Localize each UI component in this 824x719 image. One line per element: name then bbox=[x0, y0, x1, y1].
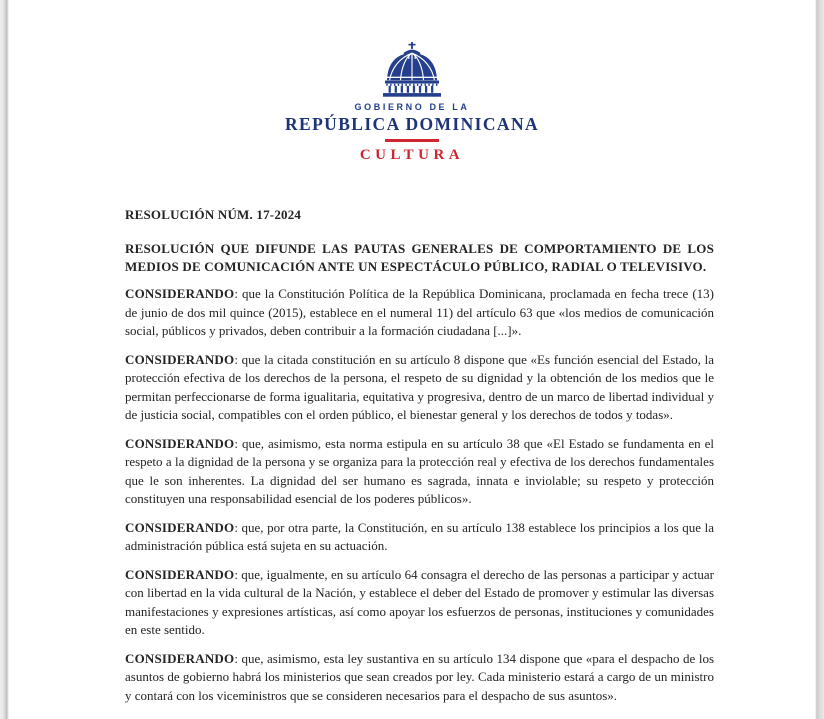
paragraph-lead: CONSIDERANDO bbox=[125, 566, 235, 582]
resolution-number: RESOLUCIÓN NÚM. 17-2024 bbox=[125, 207, 302, 222]
considerando-paragraph bbox=[125, 650, 714, 706]
paragraph-text: : que, por otra parte, la Constitución, en su artículo 138 establece los principios a los que la administración pública está sujeta en su actuación. bbox=[125, 519, 714, 553]
considerando-paragraph bbox=[125, 285, 714, 341]
considerando-paragraph bbox=[125, 566, 714, 640]
paragraph-lead: CONSIDERANDO bbox=[125, 286, 235, 301]
paragraph-text: : que la Constitución Política de la República Dominicana, proclamada en fecha trece (13) de junio de dos mil quince (2015), establece en el numeral 11) del artículo 63 que «los medios de comunicación social, públicos y privados, deben contribuir a la formación ciudadana [...]». bbox=[125, 286, 714, 338]
paragraph-lead: CONSIDERANDO bbox=[125, 650, 235, 666]
paragraph-lead: CONSIDERANDO bbox=[125, 351, 235, 367]
paragraph-lead: CONSIDERANDO bbox=[125, 435, 235, 451]
paragraph-lead: CONSIDERANDO bbox=[125, 519, 235, 535]
country-label: REPÚBLICA DOMINICANA bbox=[284, 114, 540, 134]
letterhead bbox=[0, 42, 824, 163]
paragraph-text: : que, asimismo, esta norma estipula en su artículo 38 que «El Estado se fundamenta en el respeto a la dignidad de la persona y se organiza para la protección real y efectiva de los derechos fundamentales que le son inherentes. La dignidad del ser humano es sagrada, innata e inviolable; su respeto y protección constituyen una responsabilidad esencial de los poderes públicos». bbox=[125, 435, 714, 506]
government-label: GOBIERNO DE LA bbox=[354, 102, 470, 112]
paragraph-text: : que la citada constitución en su artículo 8 dispone que «Es función esencial del Estado, la protección efectiva de los derechos de la persona, el respeto de su dignidad y la obtención de los medios que le permitan perfeccionarse de forma igualitaria, equitativa y progresiva, dentro de un marco de libertad individual y de justicia social, compatibles con el orden público, el bienestar general y los derechos de todos y todas». bbox=[125, 351, 714, 422]
document-title: RESOLUCIÓN QUE DIFUNDE LAS PAUTAS GENERALES DE COMPORTAMIENTO DE LOS MEDIOS DE COMUNICACIÓN ANTE UN ESPECTÁCULO PÚBLICO, RADIAL O TELEVISIVO. bbox=[125, 241, 714, 274]
ministry-label: CULTURA bbox=[359, 147, 465, 163]
considerando-paragraph bbox=[125, 435, 714, 509]
paragraph-text: : que, igualmente, en su artículo 64 consagra el derecho de las personas a participar y actuar con libertad en la vida cultural de la Nación, y establece el deber del Estado de promover y estimular las diversas manifestaciones y expresiones artísticas, así como apoyar los esfuerzos de personas, instituciones y comunidades en este sentido. bbox=[125, 566, 714, 637]
considerando-paragraph bbox=[125, 351, 714, 425]
considerando-paragraph bbox=[125, 519, 714, 556]
paragraph-block bbox=[125, 240, 714, 705]
letterhead-divider bbox=[385, 139, 439, 143]
palace-dome-logo-icon bbox=[379, 42, 445, 100]
paragraph-text: : que, asimismo, esta ley sustantiva en su artículo 134 dispone que «para el despacho de los asuntos de gobierno habrá los ministerios que sean creados por ley. Cada ministerio estará a cargo de un ministro y contará con los viceministros que se consideren necesarios para el despacho de sus asuntos». bbox=[125, 650, 714, 703]
